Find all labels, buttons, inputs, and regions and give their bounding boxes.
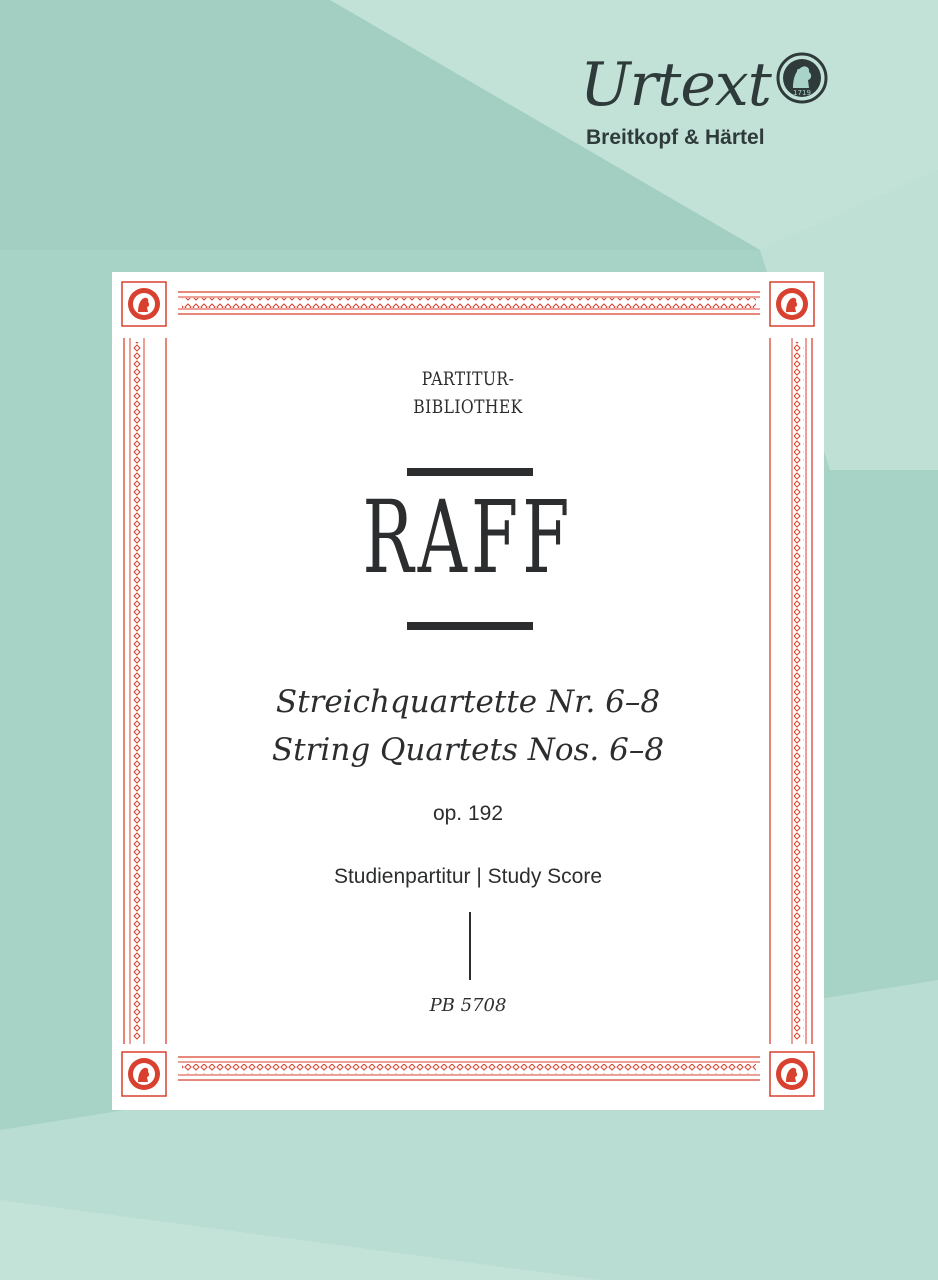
publisher-brand (580, 50, 840, 155)
composer-rule-top (407, 468, 533, 476)
series-name-line1: PARTITUR- (421, 368, 515, 390)
vertical-divider (469, 912, 471, 980)
urtext-logo-text: Urtext (580, 50, 771, 120)
work-title-english: String Quartets Nos. 6–8 (271, 732, 665, 768)
corner-seal-icon (122, 1052, 166, 1096)
composer-rule-bottom (407, 622, 533, 630)
edition-type: Studienpartitur | Study Score (333, 865, 603, 888)
corner-seal-icon (770, 1052, 814, 1096)
bear-seal-icon (776, 52, 828, 104)
seal-year-label: 1719 (793, 89, 811, 97)
catalog-number: PB 5708 (429, 995, 507, 1016)
opus-number: op. 192 (432, 802, 504, 825)
publisher-name: Breitkopf & Härtel (586, 126, 765, 149)
title-panel (112, 272, 824, 1110)
composer-name: RAFF (362, 479, 574, 596)
work-title-german: Streichquartette Nr. 6–8 (275, 684, 661, 720)
corner-seal-icon (770, 282, 814, 326)
corner-seal-icon (122, 282, 166, 326)
series-name-line2: BIBLIOTHEK (413, 396, 523, 418)
